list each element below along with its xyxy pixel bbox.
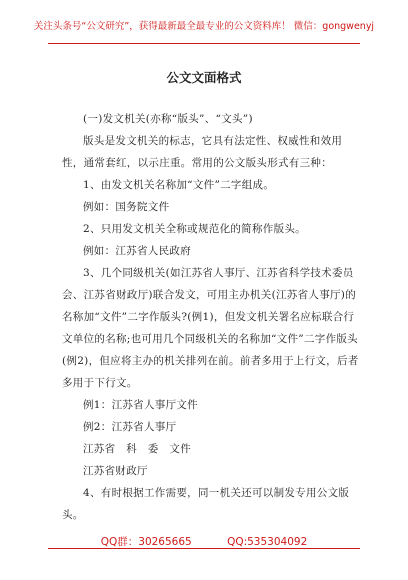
document-body (62, 108, 362, 526)
paragraph: 2、只用发文机关全称或规范化的简称作版头。 (83, 223, 306, 235)
paragraph: 例1：江苏省人事厅文件 (83, 399, 198, 411)
paragraph: 1、由发文机关名称加“文件”二字组成。 (83, 179, 275, 191)
paragraph: 例如：江苏省人民政府 (83, 245, 191, 257)
document-title: 公文文面格式 (166, 70, 242, 85)
paragraph: 江苏省 科 委 文件 (83, 443, 191, 455)
paragraph: 4、有时根据工作需要，同一机关还可以制发专用公文版头。 (62, 487, 350, 521)
paragraph: (一)发文机关(亦称“版头”、“文头”) (83, 113, 253, 125)
qq-group-label: QQ群：30265665 (100, 536, 192, 548)
qq-label: QQ:535304092 (227, 536, 308, 548)
footer-contact (0, 534, 408, 549)
header-banner: 关注头条号“公文研究”，获得最新最全最专业的公文资料库！ 微信：gongwenyj (33, 21, 375, 32)
paragraph: 例2：江苏省人事厅 (83, 421, 177, 433)
header-divider (48, 43, 360, 44)
footer-divider (48, 548, 360, 549)
paragraph: 版头是发文机关的标志，它具有法定性、权威性和效用性，通常套红，以示庄重。常用的公文版头形式有三种： (62, 135, 343, 169)
paragraph: 例如：国务院文件 (83, 201, 170, 213)
paragraph: 江苏省财政厅 (83, 465, 148, 477)
paragraph: 3、几个同级机关(如江苏省人事厅、江苏省科学技术委员会、江苏省财政厅)联合发文，可用主办机关(江苏省人事厅)的名称加“文件”二字作版头?(例1)，但发文机关署名应标联合行文单位的名称;也可用几个同级机关的名称加“文件”二字作版头(例2)，但应将主办的机关排列在前。前者多用于上行文，后者多用于下行文。 (62, 267, 359, 389)
